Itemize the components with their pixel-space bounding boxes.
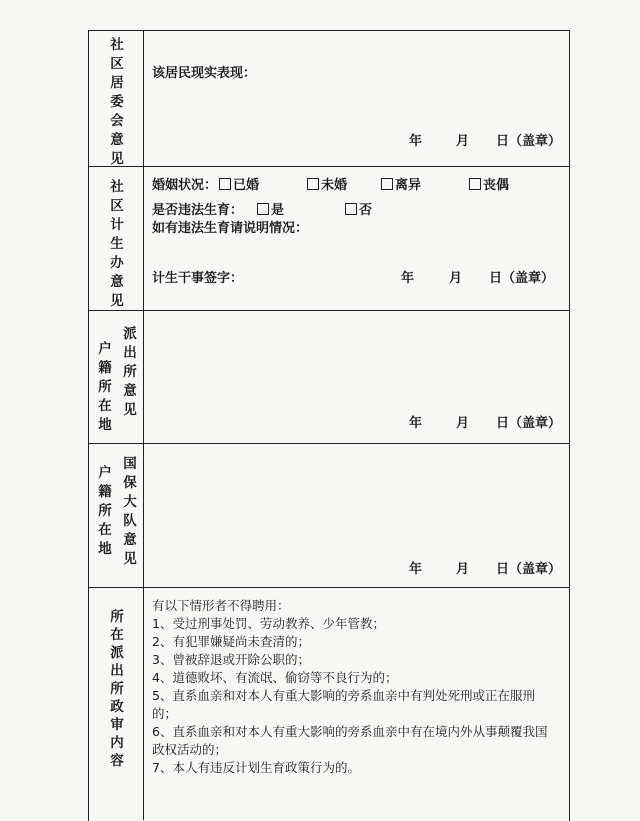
month-label: 月 <box>456 134 470 149</box>
checkbox-no[interactable] <box>345 203 357 215</box>
row-divider <box>88 166 569 167</box>
illegal-birth-explain: 如有违法生育请说明情况： <box>152 221 309 236</box>
option-divorced-label: 离异 <box>395 178 422 193</box>
option-divorced[interactable] <box>381 178 421 194</box>
day-stamp-label: 日（盖章） <box>496 562 562 577</box>
review-item: 2、有犯罪嫌疑尚未查清的； <box>152 634 310 649</box>
signature-label: 计生干事签字： <box>152 271 244 286</box>
option-married[interactable] <box>219 178 259 194</box>
brigade-label-right: 国保大队意见 <box>123 456 137 567</box>
review-intro: 有以下情形者不得聘用： <box>152 598 290 613</box>
review-item: 5、直系血亲和对本人有重大影响的旁系血亲中有判处死刑或正在服刑 <box>152 688 535 703</box>
brigade-label-left: 户籍所在地 <box>98 465 112 557</box>
checkbox-divorced[interactable] <box>381 178 393 190</box>
day-stamp-label: 日（盖章） <box>489 271 555 286</box>
community-prompt: 该居民现实表现： <box>152 66 257 81</box>
checkbox-yes[interactable] <box>257 203 269 215</box>
review-item: 4、道德败坏、有流氓、偷窃等不良行为的； <box>152 670 398 685</box>
option-yes[interactable] <box>257 203 284 219</box>
marital-status-label: 婚姻状况： <box>152 178 218 193</box>
month-label: 月 <box>456 416 470 431</box>
option-no-label: 否 <box>359 203 373 218</box>
review-item: 7、本人有违反计划生育政策行为的。 <box>152 760 360 775</box>
option-unmarried-label: 未婚 <box>321 178 348 193</box>
option-widowed[interactable] <box>469 178 509 194</box>
police-label-left: 户籍所在地 <box>98 341 112 433</box>
review-item: 1、受过刑事处罚、劳动教养、少年管教； <box>152 616 385 631</box>
illegal-birth-label: 是否违法生育： <box>152 203 244 218</box>
day-stamp-label: 日（盖章） <box>496 134 562 149</box>
option-unmarried[interactable] <box>307 178 347 194</box>
review-item: 政权活动的； <box>152 742 228 757</box>
checkbox-widowed[interactable] <box>469 178 481 190</box>
review-item: 3、曾被辞退或开除公职的； <box>152 652 310 667</box>
family-planning-label: 社区计生办意见 <box>110 179 124 309</box>
year-label: 年 <box>409 416 423 431</box>
community-label: 社区居委会意见 <box>110 37 124 167</box>
police-label-right: 派出所意见 <box>123 326 137 418</box>
day-stamp-label: 日（盖章） <box>496 416 562 431</box>
year-label: 年 <box>401 271 415 286</box>
year-label: 年 <box>409 134 423 149</box>
column-divider <box>143 30 144 820</box>
checkbox-unmarried[interactable] <box>307 178 319 190</box>
row-divider <box>88 587 569 588</box>
month-label: 月 <box>456 562 470 577</box>
review-item: 6、直系血亲和对本人有重大影响的旁系血亲中有在境内外从事颠覆我国 <box>152 724 548 739</box>
row-divider <box>88 443 569 444</box>
option-yes-label: 是 <box>271 203 285 218</box>
review-item: 的； <box>152 706 178 721</box>
month-label: 月 <box>449 271 463 286</box>
checkbox-married[interactable] <box>219 178 231 190</box>
review-label: 所在派出所政审内容 <box>110 609 124 769</box>
option-married-label: 已婚 <box>233 178 260 193</box>
option-widowed-label: 丧偶 <box>483 178 510 193</box>
year-label: 年 <box>409 562 423 577</box>
option-no[interactable] <box>345 203 372 219</box>
row-divider <box>88 310 569 311</box>
